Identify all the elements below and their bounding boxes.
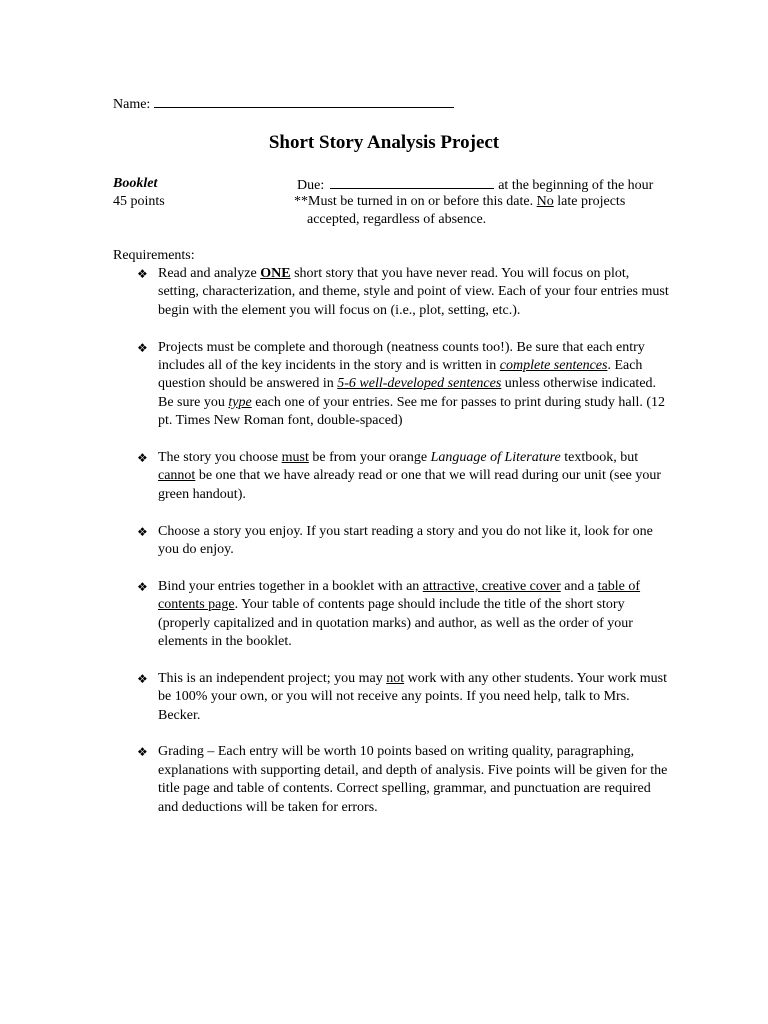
req-text: The story you choose [158,450,279,466]
list-item [113,578,673,652]
list-item [113,743,673,817]
list-item [113,265,673,320]
diamond-bullet-icon: ❖ [137,745,148,760]
due-note-text: late projects [557,194,626,209]
req-text: each one of your entries. See me for passes to print during study hall. (12 pt. Times New Roman font, double-spaced) [158,394,666,429]
diamond-bullet-icon: ❖ [137,524,148,539]
due-note-text: **Must be turned in on or before this date. [294,194,534,209]
requirements-list [113,265,673,835]
req-text: textbook, but [564,450,639,466]
points-label: 45 points [113,194,165,209]
due-blank [330,175,494,189]
req-emphasis: cannot [158,468,196,484]
req-text: and a [564,578,595,594]
name-field-line [113,93,454,114]
requirements-heading: Requirements: [113,248,195,263]
list-item [113,449,673,504]
diamond-bullet-icon: ❖ [137,451,148,466]
diamond-bullet-icon: ❖ [137,579,148,594]
booklet-label: Booklet [113,176,158,191]
req-emphasis: complete sentences [499,358,608,374]
req-text: work with any other students. Your work must be 100% your own, or you will not receive any points. If you need help, talk to Mrs. Becker. [158,670,668,723]
req-text: Read and analyze [158,266,257,281]
due-note-emphasis: No [536,194,554,209]
req-text: . Each question should be answered in [158,358,643,392]
req-emphasis: table of contents page [158,578,641,613]
req-text: This is an independent project; you may [158,670,383,686]
diamond-bullet-icon: ❖ [137,340,148,355]
diamond-bullet-icon: ❖ [137,671,148,686]
req-text: Projects must be complete and thorough (neatness counts too!). Be sure that each entry includes all of the key incidents in the story and is written in [158,339,645,374]
diamond-bullet-icon: ❖ [137,267,148,281]
page-title: Short Story Analysis Project [268,132,500,153]
req-emphasis: attractive, creative cover [422,578,561,594]
req-book-title: Language of Literature [430,450,561,466]
name-label: Name: [113,97,151,112]
req-text: . Your table of contents page should include the title of the short story (properly capitalized and in quotation marks) and author, as well as the order of your elements in the booklet. [158,597,633,650]
list-item [113,523,673,560]
req-emphasis: ONE [260,266,291,281]
req-text: Choose a story you enjoy. If you start reading a story and you do not like it, look for one you do enjoy. [158,523,653,558]
req-emphasis: 5-6 well-developed sentences [337,376,502,392]
req-text: short story that you have never read. You will focus on plot, setting, characterization, and theme, style and point of view. Each of your four entries must begin with the element you will focus on (i.e., plot, setting, etc.). [158,266,669,318]
due-note [294,193,634,230]
req-text: be from your orange [312,450,428,466]
due-note-line2: accepted, regardless of absence. [307,212,487,228]
req-text: be one that we have already read or one that we will read during our unit (see your green handout). [158,468,662,502]
req-emphasis: type [228,394,252,410]
req-text: Grading – Each entry will be worth 10 points based on writing quality, paragraphing, explanations with supporting detail, and depth of analysis. Five points will be given for the title page and table of contents. Correct spelling, grammar, and punctuation are required and deductions will be taken for errors. [158,744,668,815]
list-item [113,670,673,725]
due-label: Due: [297,178,325,193]
req-emphasis: not [386,670,405,686]
name-blank [154,93,454,108]
req-text: unless otherwise indicated. Be sure you [158,376,657,410]
req-text: Bind your entries together in a booklet with an [158,578,420,594]
req-emphasis: must [281,450,309,466]
due-suffix: at the beginning of the hour [498,178,654,193]
list-item [113,339,673,431]
